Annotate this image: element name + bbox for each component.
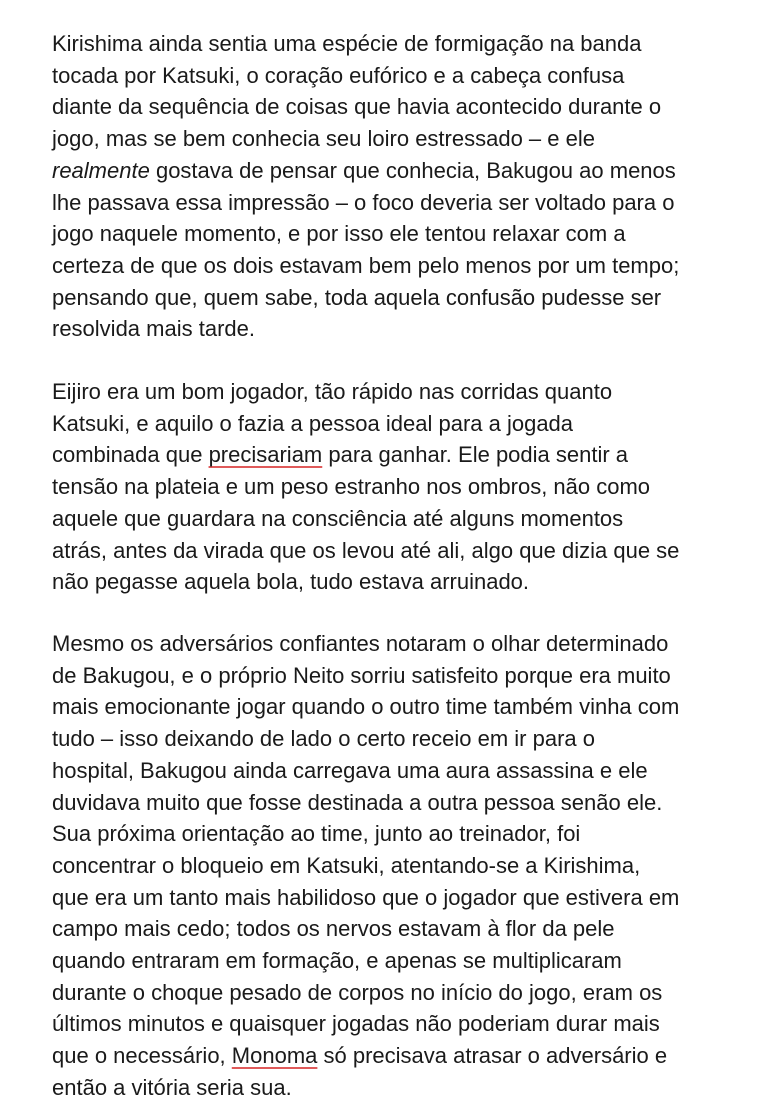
emphasized-word: realmente xyxy=(52,157,150,183)
text-line: jogo naquele momento, e por isso ele tentou relaxar com a xyxy=(52,221,626,247)
text-line: então a vitória seria sua. xyxy=(52,1074,292,1100)
text-line: diante da sequência de coisas que havia acontecido durante o xyxy=(52,94,662,120)
text-line: atrás, antes da virada que os levou até ali, algo que dizia que se xyxy=(52,537,680,563)
text-line: lhe passava essa impressão – o foco deveria ser voltado para o xyxy=(52,189,675,215)
text-line xyxy=(52,439,752,471)
paragraph-1 xyxy=(52,28,752,345)
text-line: tocada por Katsuki, o coração eufórico e a cabeça confusa xyxy=(52,62,625,88)
text-line: certeza de que os dois estavam bem pelo menos por um tempo; xyxy=(52,252,680,278)
text-line: aquele que guardara na consciência até alguns momentos xyxy=(52,505,624,531)
text-fragment: gostava de pensar que conhecia, Bakugou ao menos xyxy=(149,157,676,183)
text-line xyxy=(52,155,752,187)
text-fragment: que o necessário, xyxy=(52,1043,232,1069)
text-line: Katsuki, e aquilo o fazia a pessoa ideal para a jogada xyxy=(52,410,574,436)
text-line: jogo, mas se bem conhecia seu loiro estressado – e ele xyxy=(52,126,595,152)
text-line: de Bakugou, e o próprio Neito sorriu satisfeito porque era muito xyxy=(52,662,671,688)
text-line: tudo – isso deixando de lado o certo receio em ir para o xyxy=(52,726,595,752)
text-fragment: só precisava atrasar o adversário e xyxy=(317,1043,668,1069)
text-line: pensando que, quem sabe, toda aquela confusão pudesse ser xyxy=(52,284,662,310)
text-line: hospital, Bakugou ainda carregava uma aura assassina e ele xyxy=(52,757,648,783)
text-line: Mesmo os adversários confiantes notaram o olhar determinado xyxy=(52,631,669,656)
text-line: mais emocionante jogar quando o outro time também vinha com xyxy=(52,694,680,720)
text-fragment: combinada que xyxy=(52,442,209,468)
text-line: Eijiro era um bom jogador, tão rápido nas corridas quanto xyxy=(52,379,613,404)
paragraph-2 xyxy=(52,376,752,598)
text-line: que era um tanto mais habilidoso que o jogador que estivera em xyxy=(52,884,680,910)
text-line: durante o choque pesado de corpos no início do jogo, eram os xyxy=(52,979,663,1005)
text-line: concentrar o bloqueio em Katsuki, atentando-se a Kirishima, xyxy=(52,852,641,878)
text-line: não pegasse aquela bola, tudo estava arruinado. xyxy=(52,569,530,595)
text-line: campo mais cedo; todos os nervos estavam à flor da pele xyxy=(52,916,615,942)
text-line: últimos minutos e quaisquer jogadas não poderiam durar mais xyxy=(52,1011,660,1037)
text-line: Sua próxima orientação ao time, junto ao treinador, foi xyxy=(52,821,581,847)
paragraph-3 xyxy=(52,628,752,1104)
text-fragment: para ganhar. Ele podia sentir a xyxy=(322,442,629,468)
text-line: duvidava muito que fosse destinada a outra pessoa senão ele. xyxy=(52,789,663,815)
text-line xyxy=(52,1040,752,1072)
text-line: tensão na plateia e um peso estranho nos ombros, não como xyxy=(52,474,651,500)
text-line: Kirishima ainda sentia uma espécie de formigação na banda xyxy=(52,31,642,56)
text-line: quando entraram em formação, e apenas se multiplicaram xyxy=(52,948,622,974)
text-line: resolvida mais tarde. xyxy=(52,316,255,342)
spellcheck-flagged-word[interactable]: precisariam xyxy=(208,442,323,468)
spellcheck-flagged-word[interactable]: Monoma xyxy=(231,1043,318,1069)
